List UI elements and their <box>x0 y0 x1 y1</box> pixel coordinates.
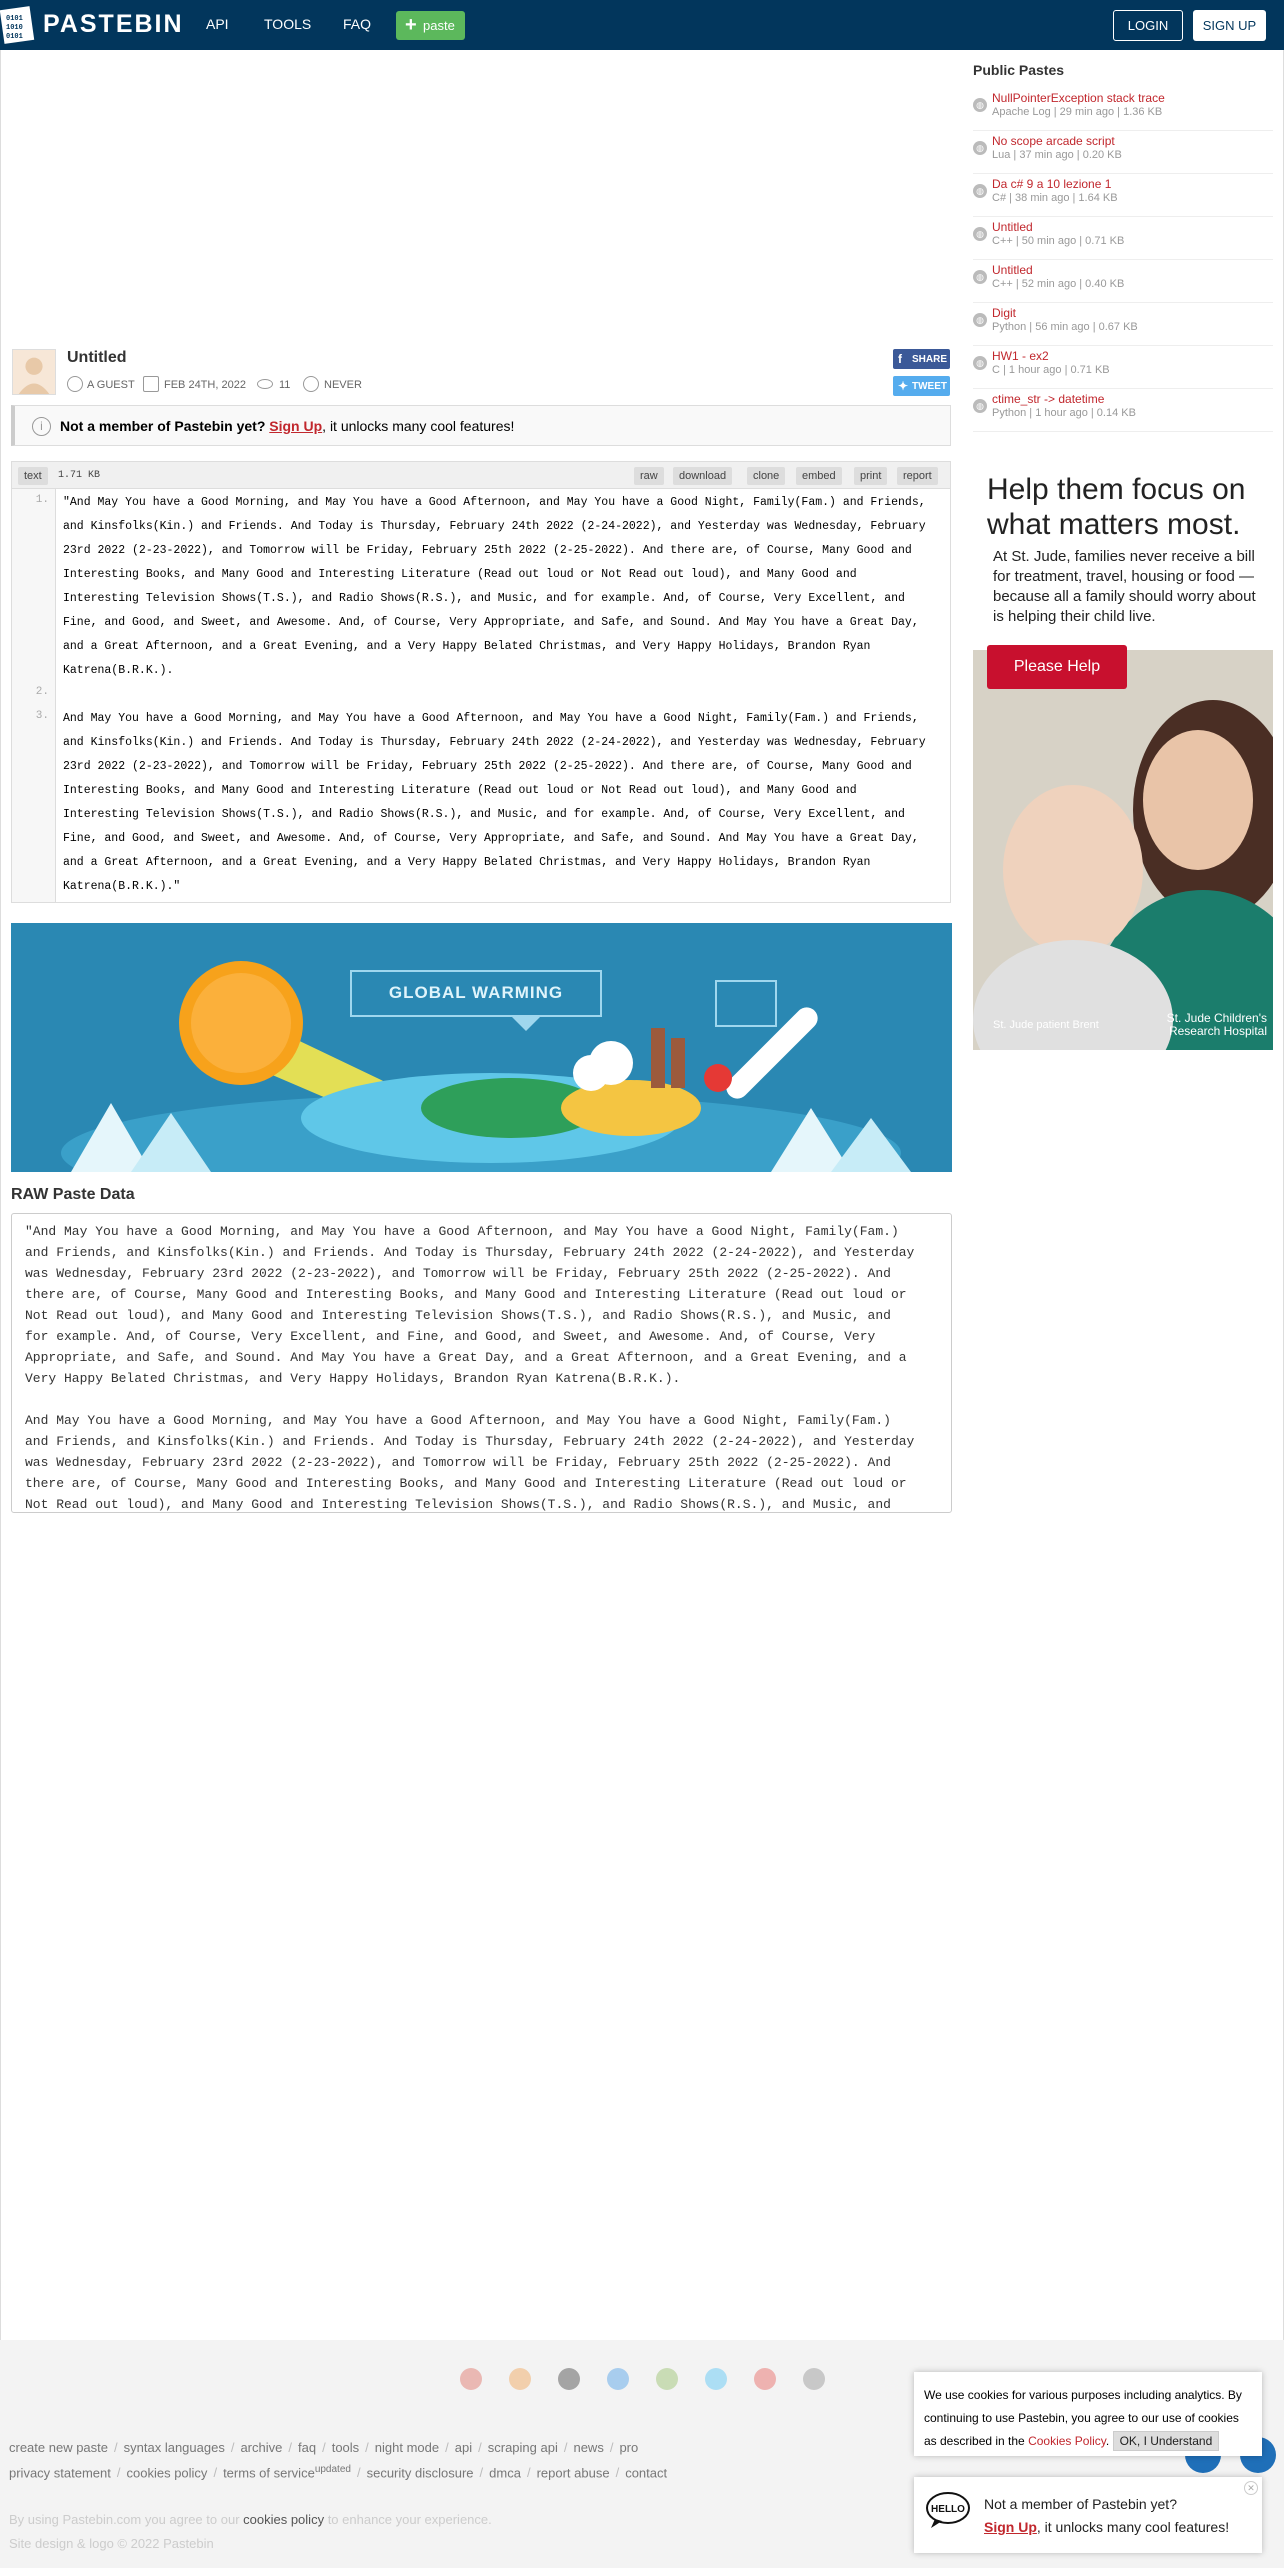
raw-line: Appropriate, and Safe, and Sound. And May You have a Great Day, and a Great Afternoon, and a Great Evening, and a <box>25 1350 907 1365</box>
footer-link[interactable]: night mode <box>374 2440 440 2455</box>
note-post: to enhance your experience. <box>324 2512 492 2527</box>
clone-button[interactable]: clone <box>747 467 785 485</box>
raw-line: "And May You have a Good Morning, and May You have a Good Afternoon, and May You have a Good Night, Family(Fam.) <box>25 1224 899 1239</box>
notice-rest: , it unlocks many cool features! <box>322 418 515 434</box>
nav-faq[interactable]: FAQ <box>343 16 372 32</box>
public-paste-name[interactable]: Untitled <box>992 263 1033 277</box>
footer-separator: / <box>322 2440 326 2455</box>
paste-size: 1.71 KB <box>58 470 101 481</box>
code-line: Katrena(B.R.K.)." <box>63 880 181 893</box>
footer-link[interactable]: archive <box>240 2440 283 2455</box>
line-number: 2. <box>35 686 49 698</box>
code-line: and Kinsfolks(Kin.) and Friends. And Today is Thursday, February 24th 2022 (2-24-2022), and Yesterday was Wednesday, February <box>63 520 926 533</box>
footer-separator: / <box>356 2465 361 2481</box>
raw-button[interactable]: raw <box>634 467 664 485</box>
new-paste-button[interactable] <box>396 11 465 40</box>
public-paste-item[interactable] <box>973 303 1273 346</box>
raw-line: there are, of Course, Many Good and Interesting Books, and Many Good and Interesting Literature (Read out loud or <box>25 1476 907 1491</box>
footer-link[interactable]: pro <box>619 2440 639 2455</box>
footer-link[interactable]: cookies policy <box>126 2465 208 2481</box>
guest-avatar <box>12 349 56 395</box>
tweet-label: TWEET <box>912 381 947 392</box>
code-line: And May You have a Good Morning, and May You have a Good Afternoon, and May You have a Good Night, Family(Fam.) and Friends, <box>63 712 919 725</box>
hello-bubble-icon <box>925 2491 971 2529</box>
browser-extensions-row <box>460 2368 830 2390</box>
share-label: SHARE <box>912 354 948 365</box>
footer-separator: / <box>230 2440 235 2455</box>
calendar-icon <box>143 376 159 392</box>
footer-separator: / <box>445 2440 449 2455</box>
top-header <box>0 0 1284 50</box>
footer-separator: / <box>478 2440 482 2455</box>
st-jude-logo: St. Jude Children's Research Hospital <box>1166 1011 1267 1038</box>
twitter-icon: ✦ <box>898 379 909 393</box>
cookie-ok-button[interactable]: OK, I Understand <box>1113 2431 1220 2451</box>
cookie-text <box>924 2384 1254 2453</box>
twitter-tweet-button[interactable] <box>893 376 950 396</box>
footer-link[interactable]: scraping api <box>487 2440 558 2455</box>
paste-views: 11 <box>279 379 291 391</box>
footer-link[interactable]: tools <box>331 2440 360 2455</box>
footer-link[interactable]: syntax languages <box>123 2440 225 2455</box>
please-help-button[interactable]: Please Help <box>987 645 1127 689</box>
footer-separator: / <box>114 2440 118 2455</box>
line-number-gutter <box>12 489 56 902</box>
public-paste-name[interactable]: Untitled <box>992 220 1033 234</box>
facebook-share-button[interactable] <box>893 349 950 369</box>
code-line: 23rd 2022 (2-23-2022), and Tomorrow will be Friday, February 25th 2022 (2-25-2022). And there are, of Course, Many Good and <box>63 760 912 773</box>
code-line: 23rd 2022 (2-23-2022), and Tomorrow will be Friday, February 25th 2022 (2-25-2022). And there are, of Course, Many Good and <box>63 544 912 557</box>
hello-text <box>984 2493 1229 2539</box>
code-line: and a Great Afternoon, and a Great Evening, and a Very Happy Belated Christmas, and Very Happy Holidays, Brandon Ryan <box>63 640 871 653</box>
public-paste-meta: C++ | 52 min ago | 0.40 KB <box>992 278 1125 290</box>
public-pastes-title: Public Pastes <box>973 62 1065 78</box>
footer-separator: / <box>116 2465 121 2481</box>
raw-paste-text <box>25 1221 945 1513</box>
opera-icon[interactable] <box>754 2368 776 2390</box>
footer-separator: / <box>213 2465 218 2481</box>
public-paste-item[interactable] <box>973 217 1273 260</box>
chrome-icon[interactable] <box>460 2368 482 2390</box>
public-paste-meta: C# | 38 min ago | 1.64 KB <box>992 192 1118 204</box>
globe-icon: ◍ <box>973 227 987 241</box>
code-toolbar <box>12 462 950 489</box>
raw-line: Not Read out loud), and Many Good and Interesting Television Shows(T.S.), and Radio Shows(R.S.), and Music, and <box>25 1497 891 1512</box>
hello-rest: , it unlocks many cool features! <box>1036 2519 1230 2535</box>
global-warming-illustration <box>11 923 952 1172</box>
public-paste-name[interactable]: Da c# 9 a 10 lezione 1 <box>992 177 1112 191</box>
public-paste-item[interactable] <box>973 260 1273 303</box>
report-button[interactable]: report <box>897 467 938 485</box>
ad-body: At St. Jude, families never receive a bill for treatment, travel, housing or food — because all a family should worry about is helping their child live. <box>993 548 1256 625</box>
footer-link[interactable]: dmca <box>489 2465 521 2481</box>
login-button[interactable]: LOGIN <box>1113 10 1183 41</box>
code-line: Interesting Television Shows(T.S.), and Radio Shows(R.S.), and Music, and for example. And, of Course, Very Excellent, and <box>63 808 905 821</box>
public-paste-name[interactable]: No scope arcade script <box>992 134 1115 148</box>
footer-links-row-1 <box>9 2440 638 2455</box>
print-button[interactable]: print <box>854 467 887 485</box>
cookie-after: . <box>1105 2434 1110 2448</box>
raw-line: Very Happy Belated Christmas, and Very Happy Holidays, Brandon Ryan Katrena(B.R.K.). <box>25 1371 681 1386</box>
public-paste-name[interactable]: NullPointerException stack trace <box>992 91 1165 105</box>
raw-line: was Wednesday, February 23rd 2022 (2-23-2022), and Tomorrow will be Friday, February 25th 2022 (2-25-2022). And <box>25 1455 891 1470</box>
windows-icon[interactable] <box>607 2368 629 2390</box>
eye-icon <box>257 379 273 389</box>
raw-line: and Friends, and Kinsfolks(Kin.) and Friends. And Today is Thursday, February 24th 2022 (2-24-2022), and Yesterday <box>25 1434 915 1449</box>
footer-link[interactable]: api <box>454 2440 473 2455</box>
public-paste-item[interactable] <box>973 389 1273 432</box>
raw-line <box>25 1389 945 1410</box>
line-number: 3. <box>35 710 49 722</box>
footer-separator: / <box>365 2440 369 2455</box>
raw-line: Not Read out loud), and Many Good and Interesting Television Shows(T.S.), and Radio Shows(R.S.), and Music, and <box>25 1308 891 1323</box>
svg-text:1010: 1010 <box>6 24 23 32</box>
globe-icon: ◍ <box>973 399 987 413</box>
footer-link[interactable]: security disclosure <box>366 2465 474 2481</box>
svg-text:HELLO: HELLO <box>931 2504 965 2515</box>
public-paste-meta: C | 1 hour ago | 0.71 KB <box>992 364 1110 376</box>
st-jude-ad[interactable] <box>973 450 1273 1050</box>
footer-link[interactable]: news <box>573 2440 604 2455</box>
footer-links-row-2 <box>9 2464 667 2480</box>
linux-icon[interactable] <box>803 2368 825 2390</box>
footer-cookies-policy-link[interactable]: cookies policy <box>243 2512 325 2527</box>
code-line: Interesting Television Shows(T.S.), and Radio Shows(R.S.), and Music, and for example. And, of Course, Very Excellent, and <box>63 592 905 605</box>
paste-expire: NEVER <box>324 379 362 391</box>
code-line: and Kinsfolks(Kin.) and Friends. And Today is Thursday, February 24th 2022 (2-24-2022), and Yesterday was Wednesday, February <box>63 736 926 749</box>
footer-link[interactable]: faq <box>298 2440 317 2455</box>
code-line: Interesting Books, and Many Good and Interesting Literature (Read out loud or Not Read out loud), and Many Good and <box>63 784 857 797</box>
footer-link[interactable]: report abuse <box>536 2465 610 2481</box>
code-line: and a Great Afternoon, and a Great Evening, and a Very Happy Belated Christmas, and Very Happy Holidays, Brandon Ryan <box>63 856 871 869</box>
raw-paste-textarea[interactable] <box>11 1213 952 1513</box>
code-line: "And May You have a Good Morning, and May You have a Good Afternoon, and May You have a Good Night, Family(Fam.) and Friends, <box>63 496 926 509</box>
public-paste-item[interactable] <box>973 174 1273 217</box>
raw-line: And May You have a Good Morning, and May You have a Good Afternoon, and May You have a Good Night, Family(Fam.) <box>25 1413 891 1428</box>
global-warming-banner[interactable] <box>11 923 952 1172</box>
cookie-message: We use cookies for various purposes including analytics. By continuing to use Pastebin, you agree to our use of cookies as described in the <box>924 2388 1242 2448</box>
line-number: 1. <box>35 494 49 506</box>
cookie-policy-link[interactable]: Cookies Policy <box>1028 2434 1106 2448</box>
ad-headline: Help them focus on what matters most. <box>987 473 1246 541</box>
globe-icon: ◍ <box>973 270 987 284</box>
public-paste-meta: Python | 56 min ago | 0.67 KB <box>992 321 1138 333</box>
footer-separator: / <box>479 2465 484 2481</box>
code-line: Fine, and Good, and Sweet, and Awesome. And, of Course, Very Appropriate, and Safe, and Sound. And May You have a Great Day, <box>63 616 919 629</box>
code-line: Fine, and Good, and Sweet, and Awesome. And, of Course, Very Appropriate, and Safe, and Sound. And May You have a Great Day, <box>63 832 919 845</box>
public-paste-name[interactable]: HW1 - ex2 <box>992 349 1049 363</box>
hello-signup-popup <box>914 2477 1262 2553</box>
footer-link[interactable]: terms of service <box>223 2465 315 2481</box>
raw-line: there are, of Course, Many Good and Interesting Books, and Many Good and Interesting Literature (Read out loud or <box>25 1287 907 1302</box>
raw-line: for example. And, of Course, Very Excellent, and Fine, and Good, and Sweet, and Awesome. And, of Course, Very <box>25 1329 876 1344</box>
logo-text[interactable]: PASTEBIN <box>43 10 184 38</box>
public-paste-meta: Lua | 37 min ago | 0.20 KB <box>992 149 1122 161</box>
raw-line: and Friends, and Kinsfolks(Kin.) and Friends. And Today is Thursday, February 24th 2022 (2-24-2022), and Yesterday <box>25 1245 915 1260</box>
public-paste-name[interactable]: ctime_str -> datetime <box>992 392 1105 406</box>
footer-link[interactable]: create new paste <box>9 2440 109 2455</box>
raw-paste-title: RAW Paste Data <box>11 1186 135 1203</box>
plus-icon: + <box>405 14 417 36</box>
android-icon[interactable] <box>656 2368 678 2390</box>
code-line: Interesting Books, and Many Good and Interesting Literature (Read out loud or Not Read out loud), and Many Good and <box>63 568 857 581</box>
ad-caption: St. Jude patient Brent <box>993 1019 1099 1031</box>
user-icon <box>67 376 83 392</box>
footer-separator: / <box>288 2440 292 2455</box>
public-paste-meta: C++ | 50 min ago | 0.71 KB <box>992 235 1125 247</box>
close-icon[interactable]: ✕ <box>1244 2481 1258 2495</box>
footer-separator: / <box>563 2440 568 2455</box>
macos-icon[interactable] <box>705 2368 727 2390</box>
banner-title: GLOBAL WARMING <box>388 983 564 1002</box>
signup-button[interactable]: SIGN UP <box>1193 10 1266 41</box>
public-paste-meta: Apache Log | 29 min ago | 1.36 KB <box>992 106 1163 118</box>
footer-separator: / <box>609 2440 614 2455</box>
footer-copyright: Site design & logo © 2022 Pastebin <box>9 2536 214 2551</box>
firefox-icon[interactable] <box>509 2368 531 2390</box>
clock-icon <box>303 376 319 392</box>
public-paste-item[interactable] <box>973 88 1273 131</box>
globe-icon: ◍ <box>973 313 987 327</box>
notice-signup-link[interactable]: Sign Up <box>269 418 323 434</box>
ios-icon[interactable] <box>558 2368 580 2390</box>
public-paste-name[interactable]: Digit <box>992 306 1017 320</box>
code-line: Katrena(B.R.K.). <box>63 664 174 677</box>
nav-tools[interactable]: TOOLS <box>264 16 312 32</box>
svg-text:0101: 0101 <box>6 33 23 41</box>
notice-strong: Not a member of Pastebin yet? <box>60 418 266 434</box>
raw-line: was Wednesday, February 23rd 2022 (2-23-2022), and Tomorrow will be Friday, February 25th 2022 (2-25-2022). And <box>25 1266 891 1281</box>
download-button[interactable]: download <box>673 467 732 485</box>
paste-title: Untitled <box>67 349 127 366</box>
globe-icon: ◍ <box>973 98 987 112</box>
hello-signup-link[interactable]: Sign Up <box>984 2519 1037 2535</box>
hello-line1: Not a member of Pastebin yet? <box>984 2496 1177 2512</box>
footer-cookie-note <box>9 2512 492 2527</box>
top-ad-space <box>11 110 955 388</box>
pastebin-logo-icon[interactable] <box>0 4 36 46</box>
notice-text <box>60 418 514 434</box>
paste-date: FEB 24TH, 2022 <box>164 379 246 391</box>
footer-separator: / <box>615 2465 620 2481</box>
cookie-consent-popup <box>914 2372 1262 2456</box>
note-pre: By using Pastebin.com you agree to our <box>9 2512 244 2527</box>
embed-button[interactable]: embed <box>796 467 842 485</box>
footer-link[interactable]: privacy statement <box>9 2465 111 2481</box>
nav-api[interactable]: API <box>206 16 229 32</box>
public-paste-item[interactable] <box>973 131 1273 174</box>
globe-icon: ◍ <box>973 184 987 198</box>
updated-badge: updated <box>314 2464 351 2475</box>
paste-code-box <box>11 461 951 903</box>
footer-link[interactable]: contact <box>625 2465 668 2481</box>
globe-icon: ◍ <box>973 141 987 155</box>
info-icon: i <box>32 417 51 436</box>
syntax-badge[interactable]: text <box>18 467 48 485</box>
public-paste-item[interactable] <box>973 346 1273 389</box>
new-paste-label: paste <box>423 18 455 33</box>
globe-icon: ◍ <box>973 356 987 370</box>
facebook-icon: f <box>898 352 902 366</box>
footer-separator: / <box>526 2465 531 2481</box>
svg-text:0101: 0101 <box>6 15 23 23</box>
signup-notice <box>11 405 951 446</box>
paste-author[interactable]: A GUEST <box>87 379 135 391</box>
public-paste-meta: Python | 1 hour ago | 0.14 KB <box>992 407 1136 419</box>
